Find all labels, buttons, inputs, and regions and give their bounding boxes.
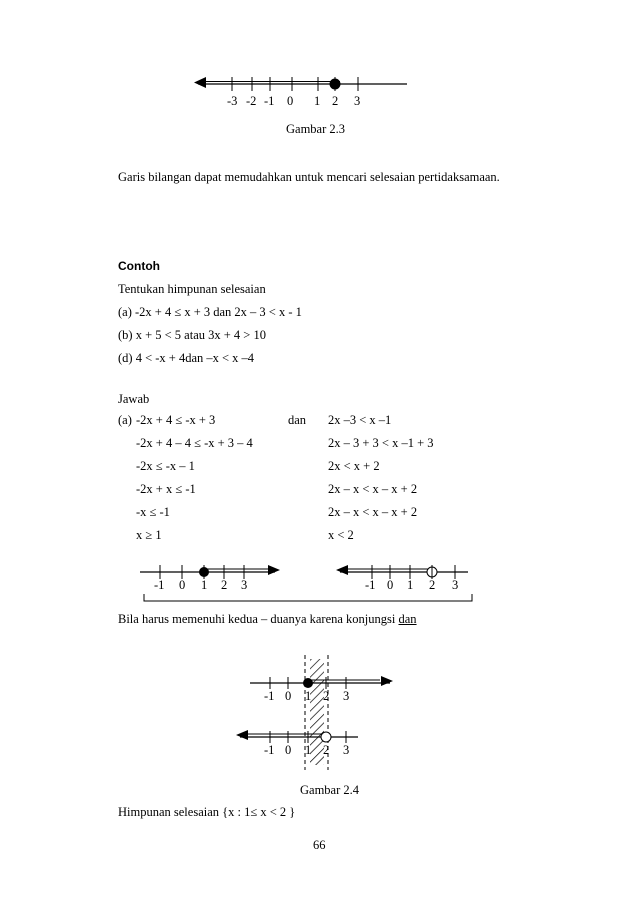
- tick-label: 1: [314, 94, 321, 108]
- example-item: (a) -2x + 4 ≤ x + 3 dan 2x – 3 < x - 1: [118, 305, 302, 319]
- tick-label: 0: [179, 578, 186, 592]
- tick-label: 3: [241, 578, 248, 592]
- right-step: 2x – x < x – x + 2: [328, 505, 418, 519]
- filled-point-marker: [330, 79, 341, 90]
- example-heading: Contoh: [118, 259, 160, 273]
- figure-2-4-bottom-labels: [230, 743, 400, 759]
- tick-label: 0: [285, 689, 292, 703]
- tick-label: 3: [452, 578, 459, 592]
- left-step: -2x + 4 – 4 ≤ -x + 3 – 4: [136, 436, 253, 450]
- tick-label: -1: [264, 94, 275, 108]
- tick-label: 2: [429, 578, 436, 592]
- tick-label: 0: [387, 578, 394, 592]
- tick-label: 2: [323, 689, 330, 703]
- left-step: -2x + x ≤ -1: [136, 482, 196, 496]
- tick-label: 1: [305, 743, 312, 757]
- tick-label: 2: [332, 94, 339, 108]
- open-point-marker: [321, 732, 331, 742]
- solution-number-line-labels: [120, 578, 480, 594]
- left-step: -x ≤ -1: [136, 505, 170, 519]
- intro-sentence: Garis bilangan dapat memudahkan untuk mencari selesaian pertidaksamaan.: [118, 170, 500, 184]
- tick-label: 2: [323, 743, 330, 757]
- filled-point-marker: [303, 678, 313, 688]
- figure-2-4-top-labels: [230, 689, 400, 705]
- tick-label: 3: [343, 743, 350, 757]
- conclusion-text: Bila harus memenuhi kedua – duanya karena konjungsi: [118, 612, 399, 626]
- answer-label: (a): [118, 413, 132, 427]
- tick-label: -1: [365, 578, 376, 592]
- figure-2-4-caption: Gambar 2.4: [300, 783, 360, 797]
- tick-label: -1: [264, 743, 275, 757]
- tick-label: 0: [287, 94, 294, 108]
- example-task: Tentukan himpunan selesaian: [118, 282, 266, 296]
- tick-label: 2: [221, 578, 228, 592]
- conclusion-sentence: [118, 612, 417, 627]
- tick-label: 1: [305, 689, 312, 703]
- tick-label: 1: [407, 578, 414, 592]
- right-step: x < 2: [328, 528, 354, 542]
- figure-2-3-labels: [198, 94, 398, 110]
- tick-label: 3: [354, 94, 361, 108]
- left-step: x ≥ 1: [136, 528, 162, 542]
- right-step: 2x –3 < x –1: [328, 413, 392, 427]
- figure-2-3-caption: Gambar 2.3: [286, 122, 346, 136]
- right-step: 2x < x + 2: [328, 459, 380, 473]
- example-item: (d) 4 < -x + 4dan –x < x –4: [118, 351, 255, 365]
- left-step: -2x ≤ -x – 1: [136, 459, 195, 473]
- example-item: (b) x + 5 < 5 atau 3x + 4 > 10: [118, 328, 266, 342]
- tick-label: -1: [154, 578, 165, 592]
- conclusion-keyword: dan: [398, 612, 417, 626]
- tick-label: -1: [264, 689, 275, 703]
- filled-point-marker: [199, 567, 209, 577]
- right-step: 2x – x < x – x + 2: [328, 482, 418, 496]
- page-number: 66: [313, 838, 326, 852]
- solution-set: Himpunan selesaian {x : 1≤ x < 2 }: [118, 805, 296, 819]
- tick-label: -3: [227, 94, 238, 108]
- tick-label: 1: [201, 578, 208, 592]
- left-step: -2x + 4 ≤ -x + 3: [136, 413, 216, 427]
- right-step: 2x – 3 + 3 < x –1 + 3: [328, 436, 434, 450]
- tick-label: 0: [285, 743, 292, 757]
- answer-heading: Jawab: [118, 392, 150, 406]
- tick-label: 3: [343, 689, 350, 703]
- tick-label: -2: [246, 94, 257, 108]
- connector-dan: dan: [288, 413, 307, 427]
